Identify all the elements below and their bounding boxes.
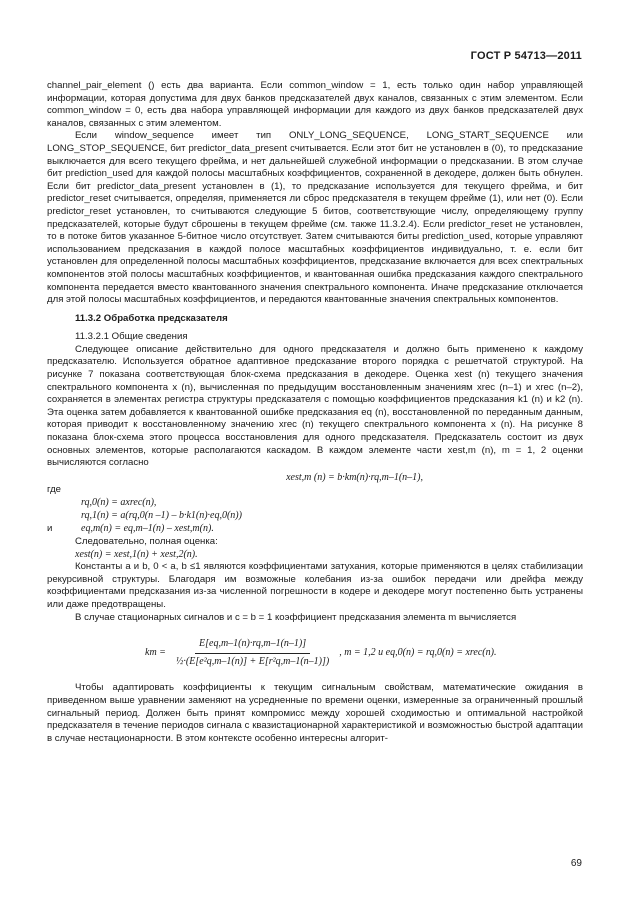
equation-row bbox=[47, 523, 583, 536]
equation-km-fraction bbox=[172, 638, 333, 668]
equation-km-numerator: E[eq,m–1(n)·rq,m–1(n–1)] bbox=[195, 638, 310, 654]
equation-km-lhs: km = bbox=[145, 646, 166, 658]
equation-row bbox=[47, 497, 583, 510]
subsection-heading: 11.3.2.1 Общие сведения bbox=[75, 331, 188, 343]
and-label: и bbox=[47, 523, 53, 534]
document-body bbox=[47, 80, 583, 745]
paragraph: Чтобы адаптировать коэффициенты к текущим сигнальным свойствам, математические ожидания в приведенном выше уравнении заменяют на усредненные по времени оценки, измеренные за ограниченный прошлый сигнальный период. Должен быть принят компромисс между хорошей сходимостью и оптимальной настройкой предсказателя в течение периодов сигнала с квазистационарной характеристикой и возможностью быстрой адаптации в случае нестационарности. В этом контексте особенно интересны алгорит- bbox=[47, 682, 583, 744]
page-number: 69 bbox=[570, 858, 582, 869]
equation-km-rhs: , m = 1,2 и eq,0(n) = rq,0(n) = xrec(n). bbox=[339, 646, 497, 658]
paragraph: Константы a и b, 0 < a, b ≤1 являются коэффициентами затухания, которые применяются в целях стабилизации рекурсивной структуры. Благодаря им возможные колебания из-за ошибок передачи или дрейфа между коэффициентами предсказания из-за численной погрешности в кодере и декодере могут постепенно быть устранены или даже предотвращены. bbox=[47, 561, 583, 610]
paragraph: В случае стационарных сигналов и c = b = 1 коэффициент предсказания элемента m вычисляется bbox=[75, 611, 517, 623]
equation-km-denominator: ½·(E[e²q,m–1(n)] + E[r²q,m–1(n–1)]) bbox=[175, 655, 330, 667]
paragraph: Если window_sequence имеет тип ONLY_LONG_SEQUENCE, LONG_START_SEQUENCE или LONG_STOP_SEQUENCE, бит predictor_data_present считывается. Если этот бит не установлен в (0), то предсказание выключается для всего текущего фрейма, и нет дальнейшей служебной информации о предсказании. В этом случае бит prediction_used для каждой полосы масштабных коэффициентов, сохраненной в декодере, должен быть обнулен. Если бит predictor_data_present установлен в (1), то предсказание используется для текущего фрейма, и бит predictor_reset считывается, определяя, применяется ли сброс предсказателя в текущем фрейме (1), или нет (0). Если predictor_reset установлен, то считываются следующие 5 битов, соответствующие числу, определяющему группу предсказателей, которые будут сброшены в текущем фрейме (см. также 11.3.2.4). Если predictor_reset не установлен, то в потоке битов указанное 5-битное число отсутствует. Затем считываются биты prediction_used, которые управляют использованием предсказания в каждой полосе масштабных коэффициентов индивидуально, т. е. если бит установлен для определенной полосы масштабных коэффициентов, предсказание включается для всех спектральных компонентов этой полосы масштабных коэффициентов, и квантованная ошибка предсказания каждого спектрального компонента передается вместо квантованного значения спектрального компонента. Иначе предсказание отключается для этой полосы масштабных коэффициентов, и передаются квантованные значения спектральных компонентов. bbox=[47, 130, 583, 306]
equation-xest-m: xest,m (n) = b·km(n)·rq,m–1(n–1), bbox=[286, 471, 423, 483]
paragraph: channel_pair_element () есть два варианта. Если common_window = 1, есть только один набор управляющей информации, которая допустима для двух банков предсказателей двух каналов, связанных с этим элементом. Если common_window = 0, есть два набора управляющей информации для каждого из двух банков предсказателей двух каналов, связанных с этим элементом. bbox=[47, 80, 583, 129]
equation-row bbox=[47, 510, 583, 523]
equation-km bbox=[145, 638, 583, 668]
paragraph: Следующее описание действительно для одного предсказателя и должно быть применено к каждому предсказателю. Используется обратное адаптивное предсказание второго порядка с решетчатой структурой. На рисунке 7 показана соответствующая блок-схема предсказания в декодере. Оценка xest (n) текущего значения спектрального компонента x (n), вычисленная по предыдущим восстановленным значениям xrec (n–1) и xrec (n–2), сохраняется в элементах регистра структуры предсказателя с помощью коэффициентов предсказания k1 (n) и k2 (n). Эта оценка затем добавляется к квантованной ошибке предсказания eq (n), восстановленной по переданным данным, которая приводит к восстановленному значению xrec (n) текущего спектрального компонента x (n). На рисунке 8 показана блок-схема этого процесса восстановления для одного предсказателя. Предсказатель состоит из двух основных элементов, которые располагаются каскадом. В каждом элементе части xest,m (n), m = 1, 2 оценки вычисляются согласно bbox=[47, 343, 583, 469]
standard-header: ГОСТ Р 54713—2011 bbox=[470, 50, 582, 62]
equation-xest: xest(n) = xest,1(n) + xest,2(n). bbox=[75, 548, 198, 560]
where-label: где bbox=[47, 484, 62, 496]
section-heading: 11.3.2 Обработка предсказателя bbox=[75, 312, 228, 324]
equation-eqm: eq,m(n) = eq,m–1(n) – xest,m(n). bbox=[81, 523, 214, 534]
equation-rq0: rq,0(n) = axrec(n), bbox=[81, 497, 157, 508]
paragraph: Следовательно, полная оценка: bbox=[75, 536, 218, 547]
equation-rq1: rq,1(n) = a(rq,0(n –1) – b·k1(n)·eq,0(n)) bbox=[81, 510, 242, 521]
